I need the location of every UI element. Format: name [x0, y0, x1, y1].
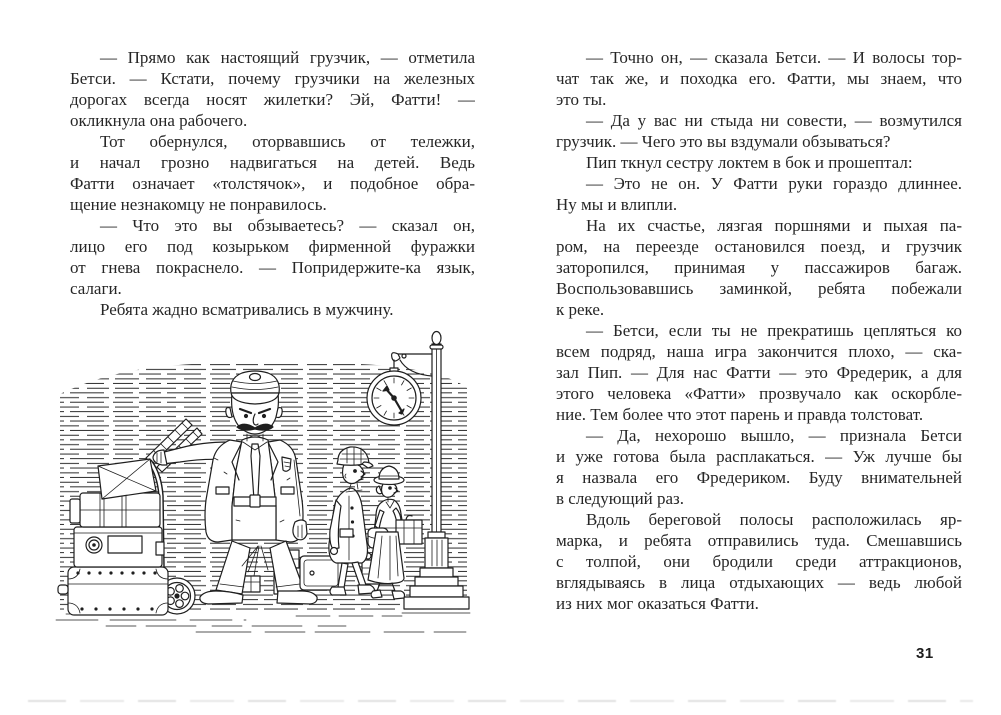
text-line: Воспользовавшись заминкой, ребята побежали	[556, 279, 962, 298]
text-line: Вдоль береговой полосы расположилась яр-	[586, 510, 962, 529]
text-line: грузчик. — Чего это вы вздумали обзываться?	[556, 132, 891, 151]
ground-lines	[56, 614, 466, 632]
text-line: щение незнакомцу не понравилось.	[70, 195, 327, 214]
station-illustration	[46, 330, 476, 665]
text-line: Ну мы и влипли.	[556, 195, 678, 214]
text-line: На их счастье, лязгая поршнями и пыхая па-	[586, 216, 962, 235]
text-line: Ребята жадно всматривались в мужчину.	[100, 300, 394, 319]
text-line: — Бетси, если ты не прекратишь цепляться ко	[586, 321, 962, 340]
text-line: и начал грозно надвигаться на детей. Ведь	[70, 153, 475, 172]
text-line: ние. Тем более что этот парень и правда толстоват.	[556, 405, 924, 424]
text-line: в следующий раз.	[556, 489, 685, 508]
text-line: — Точно он, — сказала Бетси. — И волосы тор-	[586, 48, 962, 67]
text-line: марка, и ребята отправились туда. Смешавшись	[556, 531, 962, 550]
text-line: чат так же, и походка его. Фатти, мы знаем, что	[556, 69, 962, 88]
text-line: Пип ткнул сестру локтем в бок и прошептал:	[586, 153, 913, 172]
text-line: всем подряд, наша игра закончится плохо, — ска-	[556, 342, 962, 361]
text-line: я назвала его Фредериком. Буду внимательней	[556, 468, 962, 487]
text-line: Фатти означает «толстячок», и подобное обра-	[70, 174, 475, 193]
text-line: ром, на переезде остановился поезд, и грузчик	[556, 237, 962, 256]
text-line: к реке.	[556, 300, 605, 319]
text-line: лицо его под козырьком фирменной фуражки	[70, 237, 475, 256]
text-line: Бетси. — Кстати, почему грузчики на железных	[70, 69, 475, 88]
text-line: — Да, нехорошо вышло, — признала Бетси	[586, 426, 962, 445]
text-line: — Это не он. У Фатти руки гораздо длиннее.	[586, 174, 962, 193]
text-line: и уже готова была расплакаться. — Уж лучше бы	[556, 447, 962, 466]
text-line: — Прямо как настоящий грузчик, — отметила	[100, 48, 475, 67]
left-text-column	[70, 47, 475, 320]
text-line: заторопился, принимая у пассажиров багаж.	[556, 258, 962, 277]
text-line: от гнева покраснело. — Попридержите-ка язык,	[70, 258, 475, 277]
text-line: — Что это вы обзываетесь? — сказал он,	[100, 216, 475, 235]
text-line: окликнула она рабочего.	[70, 111, 248, 130]
text-line: этого человека «Фатти» прозвучало как оскорбле-	[556, 384, 962, 403]
text-line: Тот обернулся, оторвавшись от тележки,	[100, 132, 475, 151]
text-line: это ты.	[556, 90, 607, 109]
text-line: — Да у вас ни стыда ни совести, — возмутился	[586, 111, 962, 130]
text-line: салаги.	[70, 279, 122, 298]
page-number: 31	[916, 645, 934, 662]
text-line: из них мог оказаться Фатти.	[556, 594, 759, 613]
text-line: с толпой, они бродили среди аттракционов,	[556, 552, 962, 571]
text-line: зал Пип. — Для нас Фатти — это Фредерик, а для	[556, 363, 962, 382]
text-line: дорогах всегда носят жилетки? Эй, Фатти! —	[70, 90, 475, 109]
text-line: вглядываясь в лица отдыхающих — ведь любой	[556, 573, 962, 592]
right-text-column	[556, 47, 962, 614]
page-edge-shadow	[28, 700, 973, 702]
